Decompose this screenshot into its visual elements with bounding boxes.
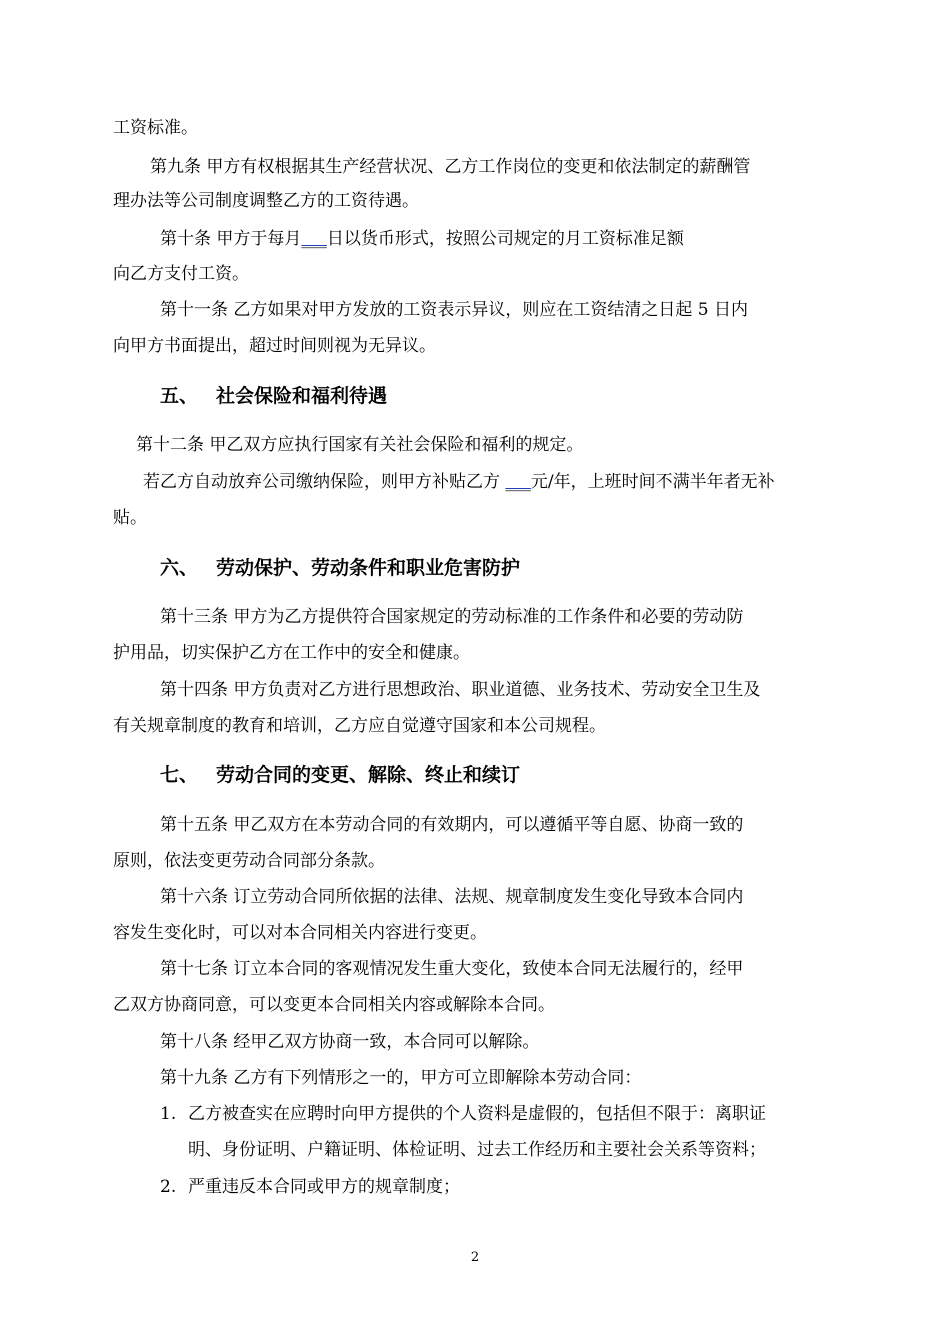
article-14-line-2: 有关规章制度的教育和培训，乙方应自觉遵守国家和本公司规程。	[113, 716, 606, 736]
section-heading-6	[160, 555, 520, 581]
section-heading-7	[160, 762, 520, 788]
article-18-line-1: 第十八条 经甲乙双方协商一致，本合同可以解除。	[160, 1032, 540, 1052]
article-13-line-2: 护用品，切实保护乙方在工作中的安全和健康。	[113, 643, 470, 663]
section-heading-5	[160, 383, 387, 409]
subsidy-text-b: 元/年，上班时间不满半年者无补	[530, 472, 775, 492]
pay-day-blank: ___	[301, 229, 327, 249]
article-10-text-a: 第十条 甲方于每月	[160, 229, 302, 249]
article-16-line-1: 第十六条 订立劳动合同所依据的法律、法规、规章制度发生变化导致本合同内	[160, 887, 744, 907]
article-17-line-2: 乙双方协商同意，可以变更本合同相关内容或解除本合同。	[113, 995, 555, 1015]
article-12-line-1: 第十二条 甲乙双方应执行国家有关社会保险和福利的规定。	[136, 435, 584, 455]
section-number: 七、	[160, 764, 199, 786]
article-9-line-2: 理办法等公司制度调整乙方的工资待遇。	[113, 191, 419, 211]
list-item	[160, 1175, 950, 1199]
list-item-continuation: 明、身份证明、户籍证明、体检证明、过去工作经历和主要社会关系等资料；	[188, 1140, 766, 1160]
subsidy-amount-blank: ___	[505, 472, 531, 492]
subsidy-line-2: 贴。	[113, 508, 147, 528]
article-15-line-1: 第十五条 甲乙双方在本劳动合同的有效期内，可以遵循平等自愿、协商一致的	[160, 815, 744, 835]
article-19-line-1: 第十九条 乙方有下列情形之一的，甲方可立即解除本劳动合同：	[160, 1068, 642, 1088]
article-13-line-1: 第十三条 甲方为乙方提供符合国家规定的劳动标准的工作条件和必要的劳动防	[160, 607, 744, 627]
page-number: 2	[470, 1250, 480, 1265]
article-16-line-2: 容发生变化时，可以对本合同相关内容进行变更。	[113, 923, 487, 943]
section-title: 劳动保护、劳动条件和职业危害防护	[216, 557, 521, 579]
subsidy-text-a: 若乙方自动放弃公司缴纳保险，则甲方补贴乙方	[143, 472, 506, 492]
list-item-number: 2.	[160, 1177, 177, 1197]
article-11-line-2: 向甲方书面提出，超过时间则视为无异议。	[113, 336, 436, 356]
list-item-text: 严重违反本合同或甲方的规章制度；	[188, 1177, 460, 1197]
article-10-line-2: 向乙方支付工资。	[113, 264, 249, 284]
article-15-line-2: 原则，依法变更劳动合同部分条款。	[113, 851, 385, 871]
article-17-line-1: 第十七条 订立本合同的客观情况发生重大变化，致使本合同无法履行的，经甲	[160, 959, 744, 979]
section-title: 劳动合同的变更、解除、终止和续订	[216, 764, 521, 786]
article-14-line-1: 第十四条 甲方负责对乙方进行思想政治、职业道德、业务技术、劳动安全卫生及	[160, 680, 761, 700]
section-title: 社会保险和福利待遇	[216, 385, 388, 407]
article-9-line-1: 第九条 甲方有权根据其生产经营状况、乙方工作岗位的变更和依法制定的薪酬管	[150, 157, 751, 177]
paragraph-line: 工资标准。	[113, 118, 198, 138]
article-11-line-1: 第十一条 乙方如果对甲方发放的工资表示异议，则应在工资结清之日起 5 日内	[160, 300, 749, 320]
article-10-text-b: 日以货币形式，按照公司规定的月工资标准足额	[326, 229, 684, 249]
subsidy-line-1	[143, 470, 950, 494]
list-item	[160, 1102, 950, 1126]
list-item-number: 1.	[160, 1104, 177, 1124]
section-number: 六、	[160, 557, 199, 579]
article-10-line-1	[160, 227, 950, 251]
list-item-text: 乙方被查实在应聘时向甲方提供的个人资料是虚假的，包括但不限于：离职证	[188, 1104, 766, 1124]
section-number: 五、	[160, 385, 199, 407]
